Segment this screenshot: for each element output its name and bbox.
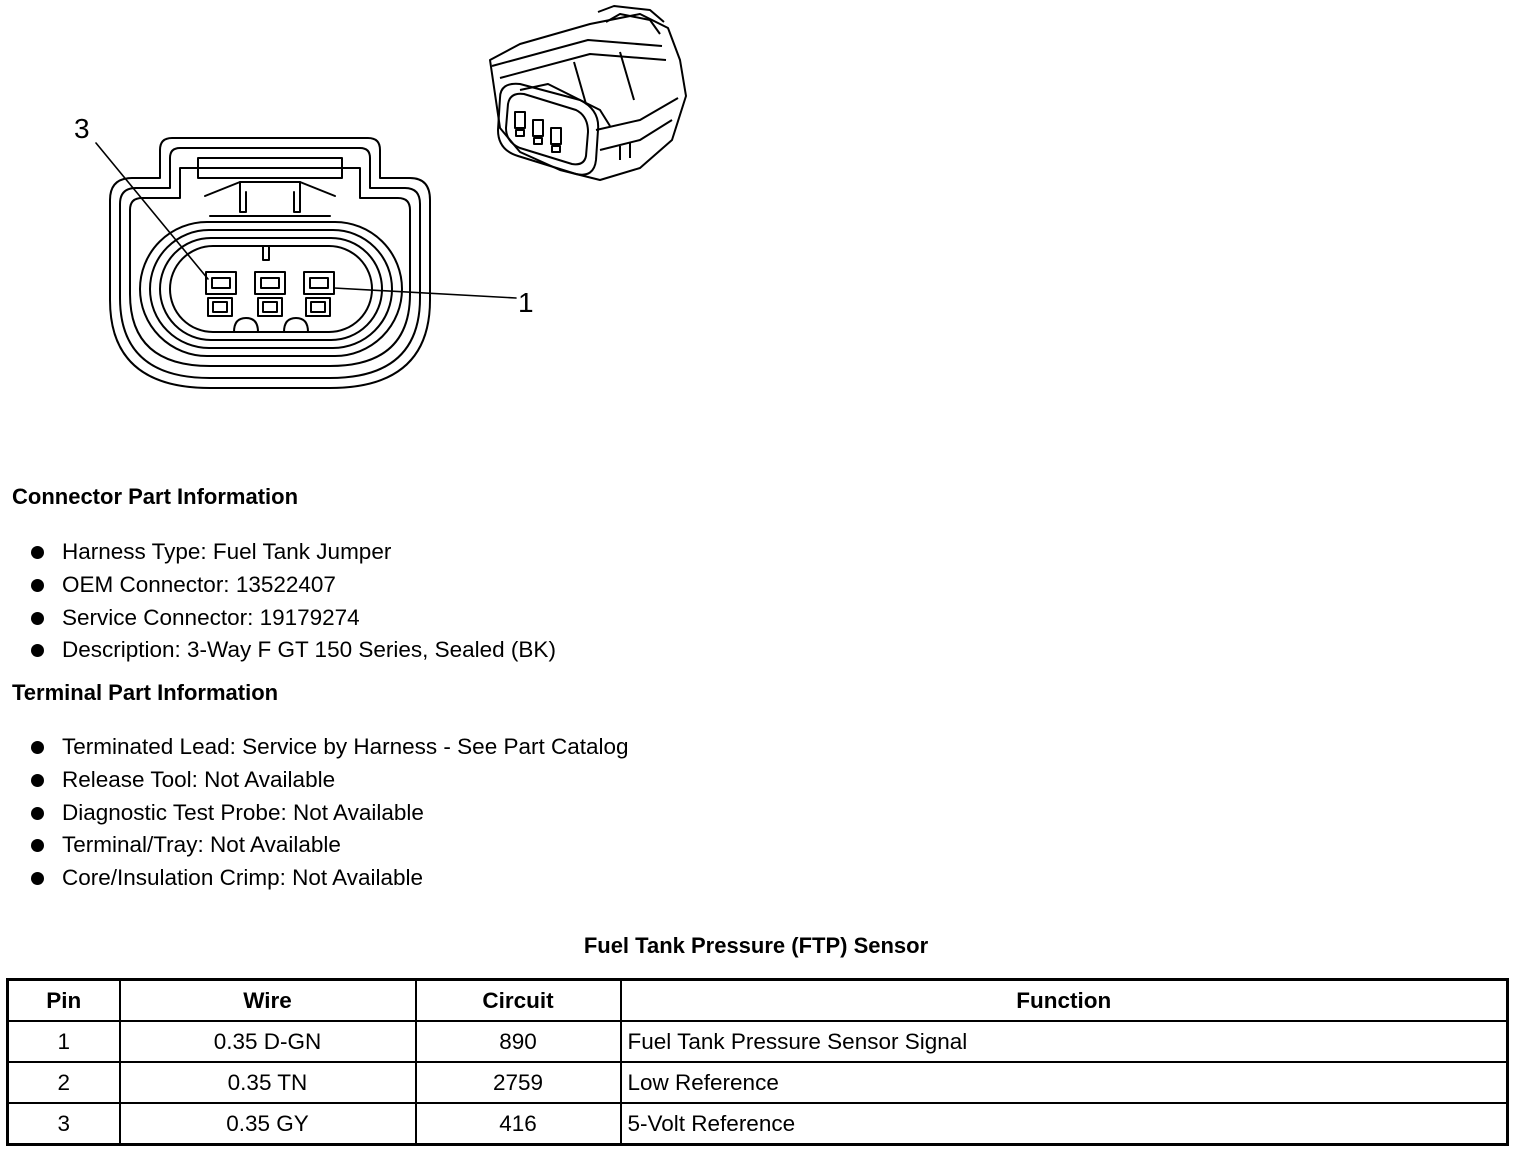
table-header-row (8, 980, 1508, 1022)
bullet-icon (31, 807, 44, 820)
cell-circuit: 890 (416, 1021, 621, 1062)
column-header-wire: Wire (120, 980, 416, 1022)
table-row (8, 1103, 1508, 1145)
bullet-icon (31, 546, 44, 559)
column-header-pin: Pin (8, 980, 120, 1022)
table-row (8, 1062, 1508, 1103)
bullet-icon (31, 741, 44, 754)
connector-face-diagram (0, 0, 760, 420)
list-item (28, 764, 629, 797)
pin-table (6, 978, 1509, 1146)
callout-label-1: 1 (518, 287, 534, 318)
callout-leader-3 (96, 143, 208, 279)
column-header-function: Function (621, 980, 1508, 1022)
cell-pin: 2 (8, 1062, 120, 1103)
list-item (28, 731, 629, 764)
cell-function: Fuel Tank Pressure Sensor Signal (621, 1021, 1508, 1062)
terminal-cavity-2 (255, 272, 285, 316)
terminal-part-info-heading: Terminal Part Information (12, 680, 279, 705)
column-header-circuit: Circuit (416, 980, 621, 1022)
cell-pin: 1 (8, 1021, 120, 1062)
cell-circuit: 416 (416, 1103, 621, 1145)
list-item (28, 536, 556, 569)
list-item-text: Service Connector: 19179274 (62, 604, 360, 630)
cell-pin: 3 (8, 1103, 120, 1145)
callout-label-3: 3 (74, 113, 90, 144)
list-item-text: Terminal/Tray: Not Available (62, 832, 341, 858)
bullet-icon (31, 774, 44, 787)
list-item (28, 569, 556, 602)
list-item-text: Terminated Lead: Service by Harness - See Part Catalog (62, 734, 629, 759)
callout-leader-1 (334, 288, 516, 298)
list-item-text: Description: 3-Way F GT 150 Series, Sealed (BK) (62, 637, 556, 663)
list-item (28, 829, 629, 862)
list-item (28, 602, 556, 635)
cell-wire: 0.35 GY (120, 1103, 416, 1145)
cell-function: 5-Volt Reference (621, 1103, 1508, 1145)
connector-isometric-illustration (490, 6, 686, 180)
bullet-icon (31, 872, 44, 885)
bullet-icon (31, 839, 44, 852)
list-item-text: Core/Insulation Crimp: Not Available (62, 865, 424, 891)
list-item-text: Release Tool: Not Available (62, 766, 336, 792)
connector-housing-outline (110, 138, 430, 388)
cell-circuit: 2759 (416, 1062, 621, 1103)
table-row (8, 1021, 1508, 1062)
cell-wire: 0.35 D-GN (120, 1021, 416, 1062)
terminal-cavity-1 (304, 272, 334, 316)
list-item-text: Harness Type: Fuel Tank Jumper (62, 539, 392, 564)
cell-wire: 0.35 TN (120, 1062, 416, 1103)
connector-part-info-heading: Connector Part Information (12, 484, 299, 509)
bullet-icon (31, 612, 44, 625)
list-item-text: OEM Connector: 13522407 (62, 571, 336, 597)
pin-table-title: Fuel Tank Pressure (FTP) Sensor (583, 933, 929, 958)
list-item (28, 797, 629, 830)
list-item (28, 862, 629, 895)
connector-part-info-list (28, 536, 556, 667)
terminal-part-info-list (28, 731, 629, 895)
bullet-icon (31, 579, 44, 592)
bullet-icon (31, 644, 44, 657)
list-item-text: Diagnostic Test Probe: Not Available (62, 799, 424, 825)
list-item (28, 634, 556, 667)
cell-function: Low Reference (621, 1062, 1508, 1103)
terminal-cavity-3 (206, 272, 236, 316)
